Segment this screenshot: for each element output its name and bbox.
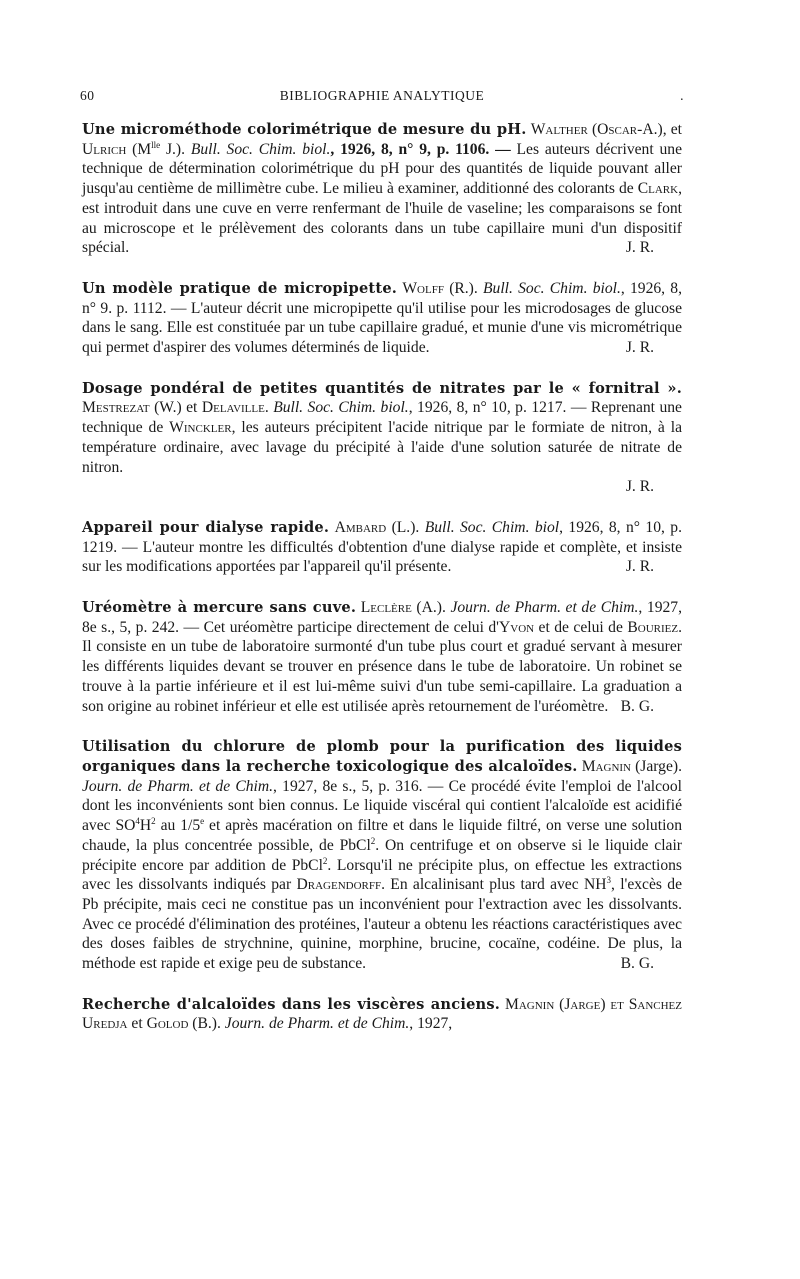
abstract-text: et après macération on filtre et dans le liquide filtré, on verse une solution chaude, la plus concentrée possible, de PbCl [82, 817, 682, 854]
formula-sup: 3 [606, 875, 611, 886]
author-name: Mestrezat [82, 399, 150, 417]
reference: , 1927, 8e s., 5, p. 242. — [82, 599, 682, 636]
entry-title: Une microméthode colorimétrique de mesure du pH. [82, 121, 527, 138]
abstract-text: Cet uréomètre participe directement de celui d' [203, 618, 499, 636]
abstract-text: Reprenant une technique de [82, 399, 682, 437]
abstract-entry [82, 737, 682, 973]
abstract-text: , l'excès de Pb précipite, mais ceci ne constitue pas un inconvénient pour l'extraction avec les dissolvants. Avec ce procédé d'élimination des protéines, l'auteur a obtenu les réactions caractéristiques avec des doses faibles de strychnine, quinine, morphine, brucine, cocaïne, codéine. De plus, la méthode est rapide et exige peu de substance. [82, 876, 682, 973]
cited-name: Bouriez [627, 618, 679, 636]
journal: Bull. Soc. Chim. biol. [190, 140, 331, 158]
formula-sup: 2 [322, 855, 328, 866]
cited-name: Winckler [169, 419, 232, 437]
page-number: 60 [80, 88, 95, 103]
journal: Journ. de Pharm. et de Chim. [224, 1015, 410, 1033]
author-initial: (B.). [192, 1015, 221, 1033]
signature: J. R. [625, 239, 654, 257]
entry-title: Un modèle pratique de micropipette. [82, 279, 398, 297]
journal: Journ. de Pharm. et de Chim. [82, 777, 274, 795]
abstract-text: . Lorsqu'il ne précipite plus, on effectue les extractions avec les dissolvants indiqués par [82, 856, 682, 894]
formula-sup: 2 [151, 815, 156, 826]
reference: , 1926, 8, n° 10, p. 1219. — [82, 518, 682, 556]
reference: , 1926, 8, n° 10, p. 1217. — [408, 399, 587, 417]
abstract-text: . En alcalinisant plus tard avec NH [381, 876, 607, 894]
entry-title: Utilisation du chlorure de plomb pour la purification des liquides organiques dans la recherche toxicologique des alcaloïdes. [82, 738, 682, 775]
abstract-text: . Il consiste en un tube de laboratoire surmonté d'un tube plus court et gradué servant à mesurer les différents liquides devant se trouver en présence dans le tube de laboratoire. Un robinet se trouve à la partie inférieure et il est lui-même suivi d'un tube semi-capillaire. La graduation a son origine au robinet inférieur et elle est utilisée après retournement de l'uréomètre. [82, 618, 682, 715]
journal: Bull. Soc. Chim. biol. [273, 399, 409, 417]
journal: Bull. Soc. Chim. biol. [483, 279, 621, 297]
author-initial: (A.). [416, 599, 446, 617]
reference: , 1926, 8, n° 9, p. 1106. — [330, 140, 511, 158]
author-initial: J.). [160, 140, 186, 158]
formula-sup: 2 [370, 835, 376, 846]
abstract-entry [82, 279, 682, 358]
signature: B. G. [620, 955, 654, 973]
author-name: Delaville. [201, 399, 269, 417]
author-sep: , et [662, 121, 682, 138]
journal: Journ. de Pharm. et de Chim. [450, 599, 639, 617]
author-initial: (W.) et [154, 399, 198, 417]
journal: Bull. Soc. Chim. biol [424, 518, 560, 536]
entry-title: Uréomètre à mercure sans cuve. [82, 599, 357, 617]
author-sep: et [131, 1015, 143, 1033]
abstract-text: et de celui de [534, 618, 628, 636]
author-initial: (Jarge) et [559, 995, 624, 1013]
abstract-text: Les auteurs décrivent une technique de détermination colorimétrique du pH pour des quantités de liquide pouvant aller jusqu'au centième de millimètre cube. Le milieu à examiner, additionné des colorants de [82, 140, 682, 198]
formula-sup: 4 [135, 815, 140, 826]
author-name: Sanchez Uredja [82, 995, 682, 1033]
abstract-entry [82, 120, 682, 258]
author-name: Golod [146, 1015, 189, 1033]
abstract-text: au 1/5 [155, 817, 201, 835]
abstract-entry [82, 518, 682, 577]
page [82, 88, 682, 1034]
author-initial: (Jarge). [635, 757, 682, 775]
abstract-text: L'auteur montre les difficultés d'obtention d'une dialyse rapide et complète, et insiste sur les modifications apportées par l'appareil qu'il présente. [82, 538, 682, 576]
author-name: Ulrich [82, 140, 127, 158]
abstract-text: , est introduit dans une cuve en verre renfermant de l'huile de vaseline; les comparaisons se font au microscope et le prélèvement des colorants dans un tube capillaire muni d'un dispositif spécial. [82, 180, 682, 257]
signature: J. R. [625, 339, 654, 357]
author-initial: (Oscar-A.) [591, 121, 663, 138]
signature: B. G. [620, 697, 654, 715]
author-name: Walther [530, 121, 588, 138]
reference: , 1927, 8e s., 5, p. 316. — [273, 777, 444, 795]
author-name: Ambard [334, 518, 387, 536]
abstract-text: H [139, 817, 152, 835]
abstract-text: . On centrifuge et on observe si le liquide clair précipite encore par addition de PbCl [82, 836, 682, 874]
author-name: Magnin [581, 757, 631, 775]
abstract-entry [82, 379, 682, 497]
abstract-entry [82, 598, 682, 716]
author-name: Wolff [402, 279, 444, 297]
reference: , 1927, [409, 1015, 453, 1033]
author-name: Leclère [360, 599, 412, 617]
cited-name: Dragendorff [296, 876, 382, 894]
author-initial: (M [132, 140, 152, 158]
signature: J. R. [625, 478, 654, 496]
abstract-text: L'auteur décrit une micropipette qu'il utilise pour les microdosages de glucose dans le sang. Elle est constituée par un tube capillaire gradué, et munie d'une vis micrométrique qui permet d'aspirer des volumes déterminés de liquide. [82, 299, 682, 357]
running-head [82, 88, 682, 112]
author-initial: (L.). [391, 518, 420, 536]
running-title: BIBLIOGRAPHIE ANALYTIQUE [279, 88, 485, 103]
author-sup: lle [151, 139, 161, 150]
entry-title: Appareil pour dialyse rapide. [82, 518, 330, 536]
author-initial: (R.). [449, 279, 478, 297]
cited-name: Clark [637, 180, 679, 198]
formula-sup: e [200, 815, 205, 826]
signature: J. R. [625, 558, 654, 576]
cited-name: Yvon [498, 618, 535, 636]
author-name: Magnin [504, 995, 555, 1013]
reference: , 1926, 8, n° 9. p. 1112. — [82, 279, 682, 317]
entry-title: Recherche d'alcaloïdes dans les viscères anciens. [82, 995, 501, 1013]
header-mark: . [680, 88, 684, 103]
abstract-text: , les auteurs précipitent l'acide nitrique par le formiate de nitron, à la température ordinaire, avec lavage du précipité à l'aide d'une solution saturée de nitrate de nitron. [82, 419, 682, 476]
abstract-entry [82, 995, 682, 1034]
entry-title: Dosage pondéral de petites quantités de nitrates par le « fornitral ». [82, 379, 682, 397]
abstract-text: Ce procédé évite l'emploi de l'alcool dont les inconvénients sont bien connus. Le liquide viscéral qui contient l'alcaloïde est acidifié avec SO [82, 777, 682, 835]
